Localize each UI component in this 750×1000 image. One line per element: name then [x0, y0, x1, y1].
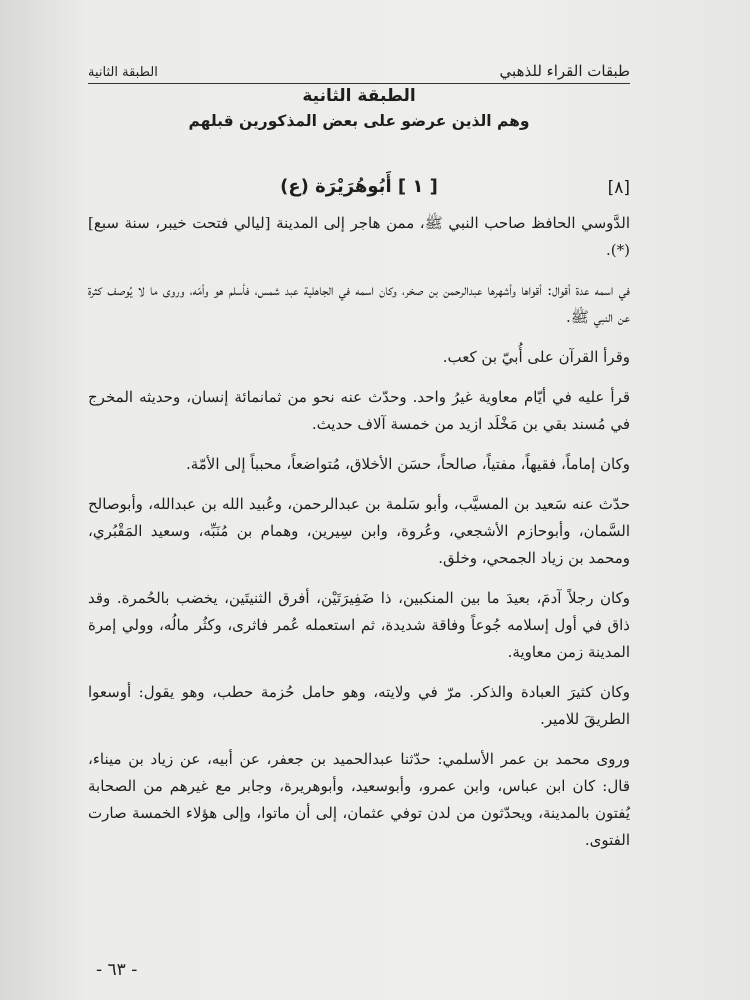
running-head [88, 40, 630, 84]
entry-header [88, 176, 630, 204]
paragraph: وكان رجلاً آدمَ، بعيدَ ما بين المنكبين، ذا ضَفِيرَتَيْن، أفرق الثنيتَين، يخضب بالحُمرة. وقد ذاق في أول إسلامه جُوعاً وفاقة شديدة، ثم استعمله عُمر فاثرى، وكثُر مالُه، وولي إمرة المدينة زمن معاوية. [88, 589, 630, 661]
paragraph: وروى محمد بن عمر الأسلمي: حدّثنا عبدالحميد بن جعفر، عن أبيه، عن زياد بن ميناء، قال: كان ابن عباس، وابن عمرو، وأبوسعيد، وأبوهريرة، وجابر مع غيرهم من الصحابة يُفتون بالمدينة، ويحدّثون من لدن توفي عثمان، إلى أن ماتوا، وإلى هؤلاء الخمسة صارت الفتوى. [88, 750, 630, 849]
text-block [88, 82, 630, 854]
page-number: - ٦٣ - [96, 960, 138, 980]
paragraph: الدَّوسي الحافظ صاحب النبي ﷺ، ممن هاجر إلى المدينة [ليالي فتحت خيبر، سنة سبع] (*). [88, 214, 630, 259]
paragraph: وقرأ القرآن على أُبيّ بن كعب. [442, 348, 630, 366]
paragraph: حدّث عنه سَعيد بن المسيَّب، وأبو سَلمة بن عبدالرحمن، وعُبيد الله بن عبدالله، وأبوصالح السَّمان، وأبوحازم الأشجعي، وعُروة، وابن سِيرين، وهمام بن مُنَبِّه، وسعيد المَقْبُري، ومحمد بن زياد الجمحي، وخلق. [88, 495, 630, 567]
entry-number: [٨] [607, 178, 630, 198]
paragraph: في اسمه عدة أقوال: أقواها وأشهرها عبدالرحمن بن صخر، وكان اسمه في الجاهلية عبد شمس، فأسلم هو وأمّه، وروى ما لا يُوصف كثرة عن النبي ﷺ. [88, 281, 630, 326]
chapter-subheading: وهم الذين عرضو على بعض المذكورين قبلهم [188, 112, 530, 130]
section-name: الطبقة الثانية [88, 65, 158, 80]
chapter-heading: الطبقة الثانية [302, 86, 416, 106]
paragraph: وكان كثيرَ العبادة والذكر. مرّ في ولايته، وهو حامل حُزمة حطب، وهو يقول: أوسعوا الطريقَ للامير. [88, 683, 630, 728]
paragraph: وكان إماماً، فقيهاً، مفتياً، صالحاً، حسَن الأخلاق، مُتواضعاً، محبباً إلى الأمّة. [185, 455, 630, 473]
book-title: طبقات القراء للذهبي [499, 62, 630, 80]
entry-title: [ ١ ] أَبُوهُرَيْرَة (ع) [280, 176, 438, 197]
paragraph: قرأ عليه في أيّام معاوية غيرُ واحد. وحدّث عنه نحو من ثمانمائة إنسان، وحديثه المخرج في مُسند بقي بن مَخْلَد ازيد من خمسة آلاف حديث. [88, 388, 630, 433]
